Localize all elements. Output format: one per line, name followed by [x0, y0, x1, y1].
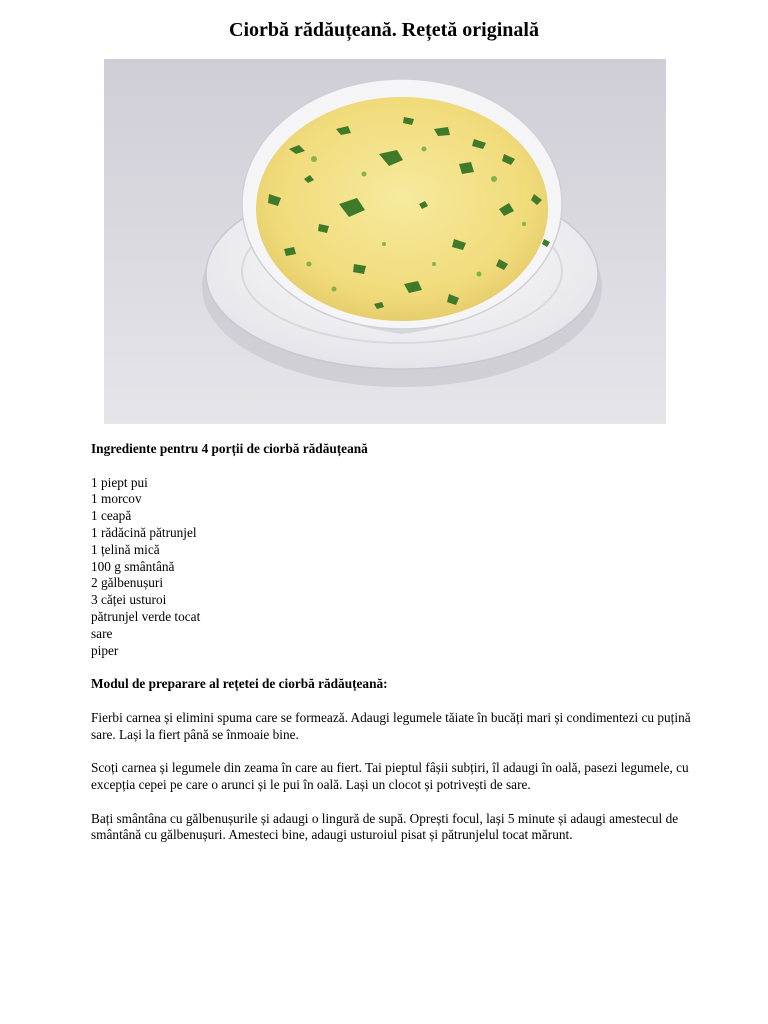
ingredient-item: 2 gălbenușuri: [91, 575, 164, 591]
method-paragraph: Scoți carnea și legumele din zeama în care au fiert. Tai pieptul fâșii subțiri, îl adaugi în oală, pasezi legumele, cu excepția cepei pe care o arunci și le pui în oală. Lași un clocot și potrivești de sare.: [91, 760, 689, 792]
ingredient-item: 1 piept pui: [91, 474, 148, 490]
soup-bowl-photo: [104, 59, 666, 424]
ingredient-item: piper: [91, 642, 119, 658]
method-paragraph: Bați smântâna cu gălbenușurile și adaugi o lingură de supă. Oprești focul, lași 5 minute și adaugi amestecul de smântână cu gălbenușuri. Amesteci bine, adaugi usturoiul pisat și pătrunjelul tocat mărunt.: [91, 810, 679, 843]
ingredient-item: 3 căței usturoi: [91, 592, 167, 608]
page-title: Ciorbă rădăuțeană. Rețetă originală: [229, 19, 539, 41]
method-heading: Modul de preparare al rețetei de ciorbă rădăuțeană:: [91, 676, 388, 692]
ingredient-item: 1 ceapă: [91, 508, 132, 524]
ingredient-item: 1 țelină mică: [91, 541, 160, 557]
ingredient-item: pătrunjel verde tocat: [91, 608, 201, 624]
ingredient-item: 1 morcov: [91, 491, 142, 507]
ingredient-item: 100 g smântână: [91, 558, 175, 574]
recipe-content: [91, 441, 701, 844]
ingredients-list: [91, 475, 701, 660]
ingredients-heading: Ingrediente pentru 4 porții de ciorbă rădăuțeană: [91, 441, 368, 456]
ingredient-item: sare: [91, 625, 113, 641]
ingredient-item: 1 rădăcină pătrunjel: [91, 524, 197, 540]
method-paragraph: Fierbi carnea și elimini spuma care se formează. Adaugi legumele tăiate în bucăți mari și condimentezi cu puțină sare. Lași la fiert până se înmoaie bine.: [91, 709, 691, 742]
